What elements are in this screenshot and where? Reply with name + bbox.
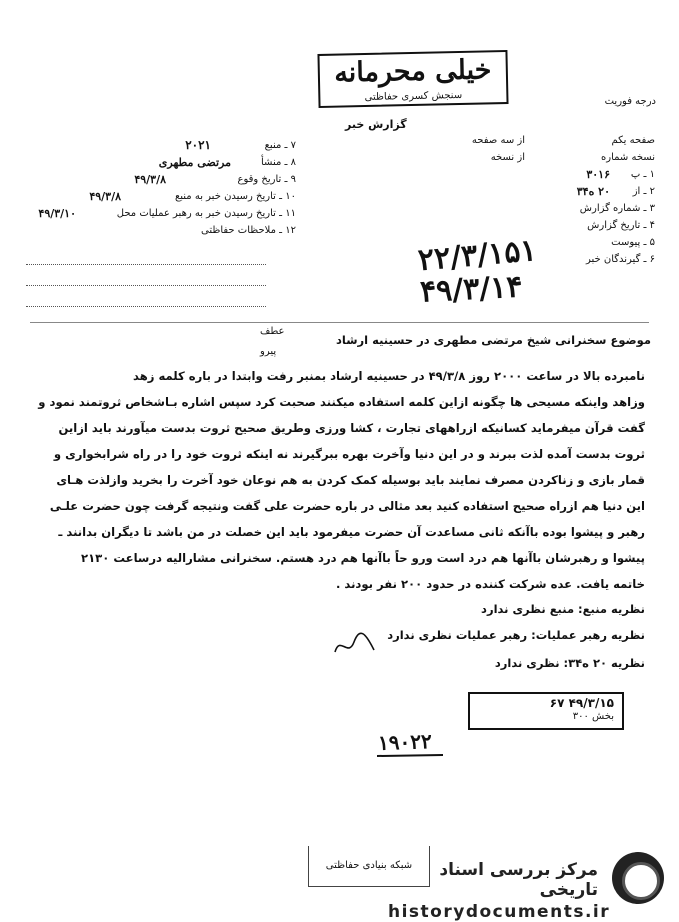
watermark-url: historydocuments.ir <box>388 902 611 922</box>
source-value: ۲۰۲۱ <box>185 138 211 152</box>
field-6: ۶ ـ گیرندگان خبر <box>585 254 655 265</box>
received-stamp <box>468 692 624 730</box>
left-field-7: ۷ ـ منبع ۲۰۲۱ <box>185 138 296 152</box>
occurrence-date: ۴۹/۳/۸ <box>134 173 166 186</box>
watermark <box>388 860 610 922</box>
archive-logo-icon <box>612 852 664 904</box>
dotted-line <box>26 254 266 265</box>
field-3: ۳ ـ شماره گزارش <box>579 203 655 214</box>
archive-underline <box>375 752 445 760</box>
archive-number: ۱۹۰۲۲ <box>377 729 433 755</box>
left-field-10: ۱۰ ـ تاریخ رسیدن خبر به منبع ۴۹/۳/۸ <box>89 190 296 203</box>
body-line: این دنیا هم ازراه صحیح استفاده کنید بعد مثالی در باره حضرت علی گفت ونتیجه گرفت چون حضرت علـی <box>49 499 645 513</box>
leader-received-date: ۴۹/۳/۱۰ <box>38 207 76 220</box>
signature-scribble <box>330 630 380 660</box>
received-stamp-line-1: ۴۹/۳/۱۵ ۶۷ <box>549 696 614 710</box>
field-1: ۱ ـ پ ۳۰۱۶ <box>586 168 655 181</box>
classification-subtext: سنجش کسری حفاظتی <box>364 89 463 104</box>
classification-stamp <box>317 50 508 108</box>
dotted-line <box>26 296 266 307</box>
urgency-label: درجه فوریت <box>604 96 656 107</box>
divider <box>30 322 649 323</box>
field-4: ۴ ـ تاریخ گزارش <box>587 220 655 231</box>
source-opinion: نظریه منبع: منبع نظری ندارد <box>481 602 645 616</box>
n20-opinion: نظریه ۲۰ ه۳۴: نظری ندارد <box>494 656 645 670</box>
footer-stamp-text: شبکه بنیادی حفاظتی <box>325 860 413 871</box>
body-line: رهبر و پیشوا بوده باآنکه ثانی مساعدت آن حضرت میفرمود باید این خصلت در من باشد تا دیگران بدانند ـ <box>58 525 645 539</box>
report-title: گزارش خبر <box>345 118 407 131</box>
classification-text: خیلی محرمانه <box>333 54 492 89</box>
page-field: صفحه یکم از سه صفحه <box>471 135 655 146</box>
handwritten-date-1: ۲۲/۳/۱۵۱ <box>416 232 538 279</box>
left-field-9: ۹ ـ تاریخ وقوع ۴۹/۳/۸ <box>134 173 296 186</box>
field-2: ۲ ـ از ۲۰ ه۳۴ <box>576 185 655 198</box>
leader-opinion: نظریه رهبر عملیات: رهبر عملیات نظری ندارد <box>387 628 645 642</box>
body-line: گفت قرآن میفرماید کسانیکه ازراههای تجارت ، کشا ورزی وطریق صحیح ثروت بدست میآورند باید ازاین <box>58 421 645 435</box>
copy-field: نسخه شماره از نسخه <box>490 152 655 163</box>
origin-value: مرتضی مطهری <box>158 156 231 169</box>
watermark-title: مرکز بررسی اسناد تاریخی <box>439 860 598 900</box>
body-line: نامبرده بالا در ساعت ۲۰۰۰ روز ۴۹/۳/۸ در حسینیه ارشاد بمنبر رفت وابتدا در باره کلمه زهد <box>133 369 645 383</box>
body-line: خاتمه یافت. عده شرکت کننده در حدود ۲۰۰ نفر بودند . <box>335 577 645 591</box>
subject-line: موضوع سخنرانی شیخ مرتضی مطهری در حسینیه ارشاد <box>336 333 651 347</box>
left-field-11: ۱۱ ـ تاریخ رسیدن خبر به رهبر عملیات محل ۴۹/۳/۱۰ <box>38 207 296 220</box>
received-date: ۴۹/۳/۸ <box>89 190 121 203</box>
body-line: ثروت بدست آمده لذت ببرند و در این دنیا وآخرت بهره ببرگیرند نه اینکه ثروت خود را در راه شرابخواری و <box>53 447 645 461</box>
left-field-12: ۱۲ ـ ملاحظات حفاظتی <box>201 225 296 236</box>
field-5: ۵ ـ پیوست <box>611 237 655 248</box>
atf-label: عطف <box>260 326 285 337</box>
body-line: پیشوا و رهبرشان باآنها هم درد است ورو حاً باآنها هم درد هستم. سخنرانی مشارالیه درساعت ۲۱۳۰ <box>81 551 645 565</box>
received-stamp-line-2: بخش ۳۰۰ <box>572 711 614 722</box>
left-field-8: ۸ ـ منشأ مرتضی مطهری <box>158 156 296 169</box>
pirou-label: پیرو <box>260 346 277 357</box>
handwritten-date-2: ۴۹/۳/۱۴ <box>419 269 524 310</box>
body-line: قمار بازی و زناکردن مصرف نمایند باید بوسیله کمک کردن به هم نوعان خود آخرت را بخرید وازلذت هـای <box>56 473 645 487</box>
dotted-line <box>26 275 266 286</box>
left-fields <box>26 140 296 307</box>
body-line: وزاهد واینکه مسیحی ها چگونه ازاین کلمه استفاده میکنند صحبت کرد سپس اشاره بـاشخاص ثروتمند نمود و <box>38 395 645 409</box>
